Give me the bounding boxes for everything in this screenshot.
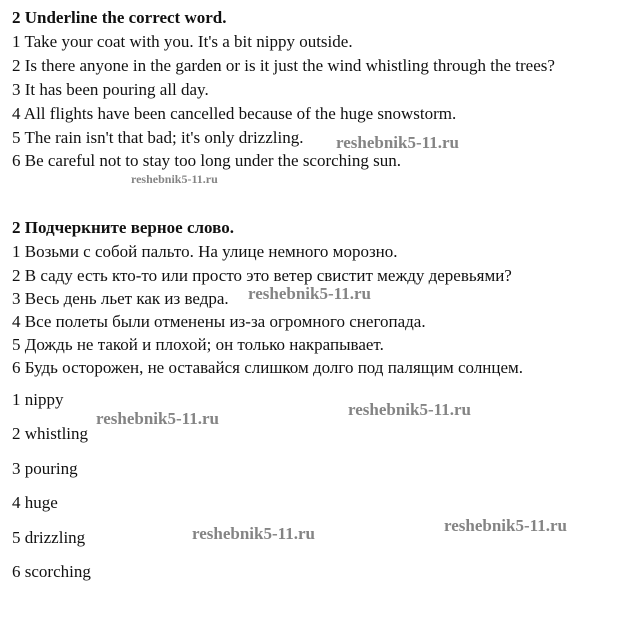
exercise-line-ru-4: 4 Все полеты были отменены из-за огромного снегопада. [12,312,426,331]
watermark: reshebnik5-11.ru [248,284,371,303]
exercise-line-en-6: 6 Be careful not to stay too long under the scorching sun. [12,151,402,170]
watermark: reshebnik5-11.ru [131,172,218,186]
exercise-line-en-1: 1 Take your coat with you. It's a bit nippy outside. [12,32,353,51]
exercise-heading-en: 2 Underline the correct word. [12,8,227,27]
exercise-heading-ru: 2 Подчеркните верное слово. [12,218,234,237]
answer-item-3: 3 pouring [12,459,78,478]
exercise-line-ru-3: 3 Весь день льет как из ведра. [12,289,229,308]
watermark: reshebnik5-11.ru [192,524,315,543]
exercise-line-ru-5: 5 Дождь не такой и плохой; он только накрапывает. [12,335,384,354]
answer-item-6: 6 scorching [12,562,91,581]
watermark: reshebnik5-11.ru [336,133,459,152]
answer-item-5: 5 drizzling [12,528,86,547]
exercise-line-en-5: 5 The rain isn't that bad; it's only drizzling. [12,128,304,147]
watermark: reshebnik5-11.ru [444,516,567,535]
exercise-line-ru-2: 2 В саду есть кто-то или просто это ветер свистит между деревьями? [12,266,512,285]
exercise-line-en-4: 4 All flights have been cancelled because of the huge snowstorm. [12,104,457,123]
exercise-line-ru-6: 6 Будь осторожен, не оставайся слишком долго под палящим солнцем. [12,358,524,377]
watermark: reshebnik5-11.ru [348,400,471,419]
watermark: reshebnik5-11.ru [96,409,219,428]
answer-item-2: 2 whistling [12,424,89,443]
answer-item-1: 1 nippy [12,390,64,409]
exercise-line-en-3: 3 It has been pouring all day. [12,80,209,99]
exercise-line-ru-1: 1 Возьми с собой пальто. На улице немного морозно. [12,242,398,261]
exercise-line-en-2: 2 Is there anyone in the garden or is it just the wind whistling through the trees? [12,56,555,75]
answer-item-4: 4 huge [12,493,58,512]
